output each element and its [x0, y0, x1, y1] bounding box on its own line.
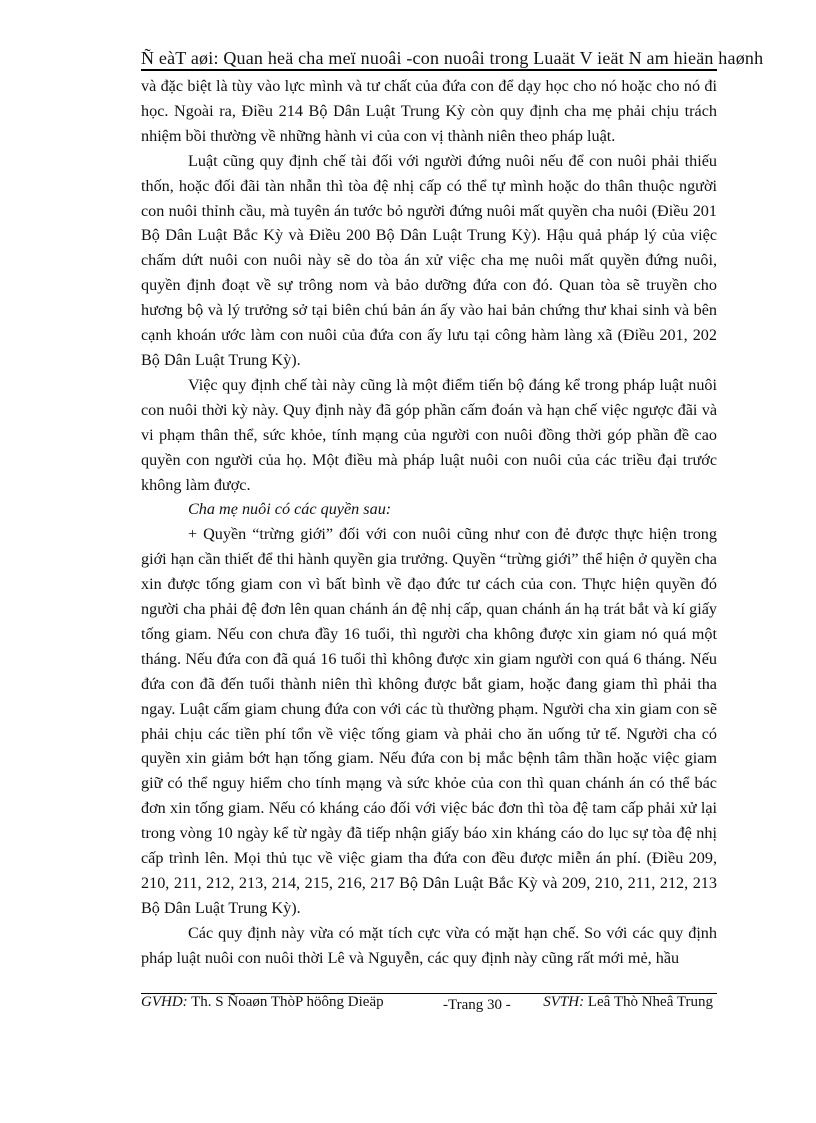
paragraph-3: Việc quy định chế tài này cũng là một điểm tiến bộ đáng kể trong pháp luật nuôi con nuôi thời kỳ này. Quy định này đã góp phần cấm đoán và hạn chế việc ngược đãi và vi phạm thân thể, sức khỏe, tính mạng của người con nuôi đồng thời góp phần đề cao quyền con người của họ. Một điều mà pháp luật nuôi con nuôi của các triều đại trước không làm được. — [141, 375, 717, 494]
paragraph-6: Các quy định này vừa có mặt tích cực vừa có mặt hạn chế. So với các quy định pháp luật nuôi con nuôi thời Lê và Nguyễn, các quy định này cũng rất mới mẻ, hầu — [141, 923, 717, 967]
paragraph-1: và đặc biệt là tùy vào lực mình và tư chất của đứa con để dạy học cho nó hoặc cho nó đi học. Ngoài ra, Điều 214 Bộ Dân Luật Trung Kỳ còn quy định cha mẹ phải chịu trách nhiệm bồi thường về những hành vi của con vị thành niên theo pháp luật. — [141, 77, 717, 145]
page-header-title: Ñ eàT aøi: Quan heä cha meï nuoâi -con nuoâi trong Luaät V ieät N am hieän haønh — [141, 48, 764, 68]
footer-supervisor-name: Th. S Ñoaøn ThòP höông Dieäp — [187, 994, 384, 1010]
document-body — [141, 74, 717, 971]
page-header — [141, 48, 764, 71]
footer-student-label: SVTH: — [543, 994, 585, 1010]
page-footer — [141, 993, 717, 1020]
footer-student-name: Leâ Thò Nheâ Trung — [584, 994, 713, 1010]
footer-student — [543, 994, 713, 1011]
paragraph-4-subheading: Cha mẹ nuôi có các quyền sau: — [188, 500, 392, 519]
paragraph-2: Luật cũng quy định chế tài đối với người đứng nuôi nếu để con nuôi phải thiếu thốn, hoặc đối đãi tàn nhẫn thì tòa đệ nhị cấp có thể tự mình hoặc do thân thuộc người con nuôi thỉnh cầu, mà tuyên án tước bỏ người đứng nuôi mất quyền cha nuôi (Điều 201 Bộ Dân Luật Bắc Kỳ và Điều 200 Bộ Dân Luật Trung Kỳ). Hậu quả pháp lý của việc chấm dứt nuôi con nuôi này sẽ do tòa án xử việc cha mẹ nuôi mất quyền đứng nuôi, quyền định đoạt về sự trông nom và bảo dưỡng đứa con đó. Quan tòa sẽ truyền cho hương bộ và lý trưởng sở tại biên chú bản án ấy vào hai bản chứng thư khai sinh và bên cạnh khoán ước làm con nuôi của đứa con ấy lưu tại công hàm làng xã (Điều 201, 202 Bộ Dân Luật Trung Kỳ). — [141, 151, 717, 369]
footer-page-number: -Trang 30 - — [443, 997, 511, 1013]
footer-supervisor — [141, 994, 384, 1011]
paragraph-5: + Quyền “trừng giới” đối với con nuôi cũng như con đẻ được thực hiện trong giới hạn cần thiết để thi hành quyền gia trưởng. Quyền “trừng giới” thể hiện ở quyền cha xin được tống giam con vì bất bình về đạo đức tư cách của con. Thực hiện quyền đó người cha phải đệ đơn lên quan chánh án đệ nhị cấp, quan chánh án hạ trát bắt và kí giấy tống giam. Nếu con chưa đầy 16 tuổi, thì người cha không được xin giam nó quá một tháng. Nếu đứa con đã quá 16 tuổi thì không được xin giam người con quá 6 tháng. Nếu đứa con đã đến tuổi thành niên thì không được bắt giam, hoặc đang giam thì phải tha ngay. Luật cấm giam chung đứa con với các tù thường phạm. Người cha xin giam con sẽ phải chịu các tiền phí tổn về việc tống giam và phải cho ăn uống tử tế. Người cha có quyền xin giảm bớt hạn tống giam. Nếu đứa con bị mắc bệnh tâm thần hoặc việc giam giữ có thể nguy hiểm cho tính mạng và sức khỏe của con thì quan chánh án có thể bác đơn xin tống giam. Nếu có kháng cáo đối với việc bác đơn thì tòa đệ tam cấp phải xử lại trong vòng 10 ngày kể từ ngày đã tiếp nhận giấy báo xin kháng cáo do lục sự tòa đệ nhị cấp trình lên. Mọi thủ tục về việc giam tha đứa con đều được miễn án phí. (Điều 209, 210, 211, 212, 213, 214, 215, 216, 217 Bộ Dân Luật Bắc Kỳ và 209, 210, 211, 212, 213 Bộ Dân Luật Trung Kỳ). — [141, 525, 717, 917]
footer-supervisor-label: GVHD: — [141, 994, 188, 1010]
